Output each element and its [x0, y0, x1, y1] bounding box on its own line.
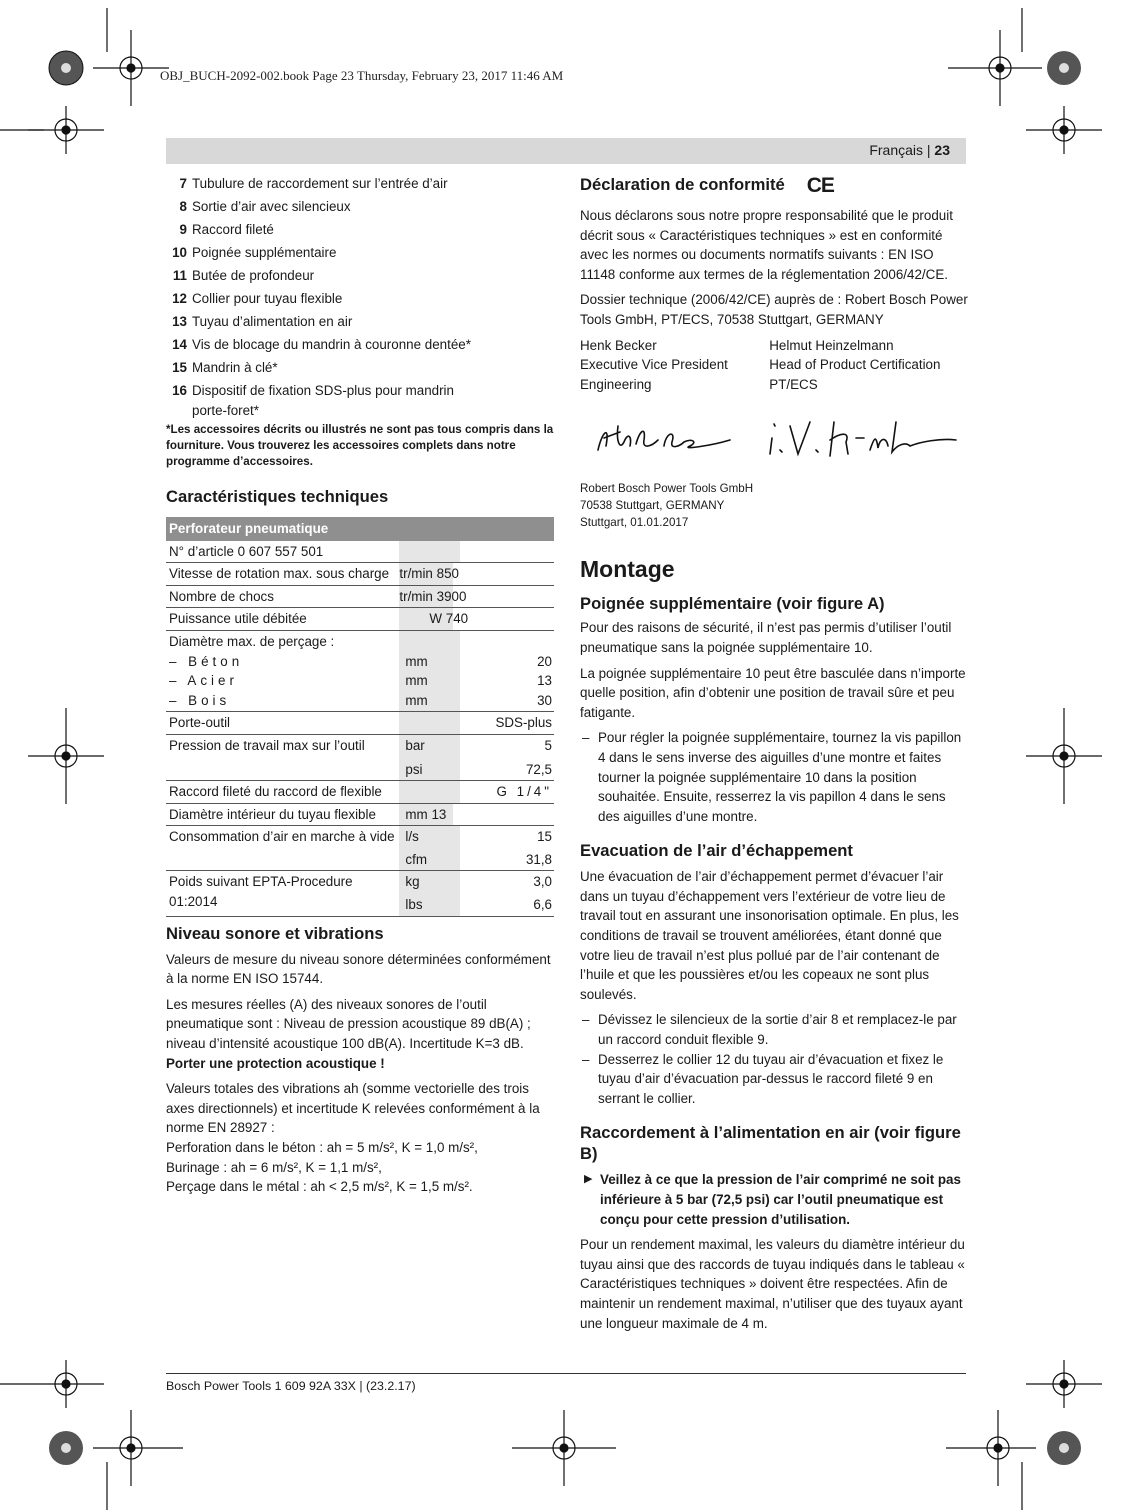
list-item: 13 Tuyau d’alimentation en air [172, 314, 353, 329]
crosshair-mark-top-right [948, 30, 1042, 106]
signatory-left: Henk Becker Executive Vice President Engineering [580, 337, 728, 392]
handle-heading: Poignée supplémentaire (voir figure A) [580, 594, 885, 614]
starburst-mark-bottom-left [49, 1431, 83, 1465]
company-address-block [580, 480, 968, 531]
noise-paragraph-2: Les mesures réelles (A) des niveaux sonores de l’outil pneumatique sont : Niveau de pression acoustique 89 dB(A) ; niveau d’intensité acoustique 100 dB(A). Incertitude K=3 dB. [166, 996, 531, 1052]
handle-paragraph-1: Pour des raisons de sécurité, il n’est pas permis d’utiliser l’outil pneumatique sans la poignée supplémentaire 10. [580, 620, 952, 655]
table-row: Nombre de chocs tr/min 3900 [166, 585, 554, 608]
vibration-beton: Perforation dans le béton : ah = 5 m/s², K = 1,0 m/s², [166, 1140, 478, 1156]
signatory-right: Helmut Heinzelmann Head of Product Certification PT/ECS [769, 337, 941, 392]
starburst-mark-top-left [49, 51, 83, 85]
table-row: Consommation d’air en marche à vide l/s cfm 15 31,8 [166, 826, 554, 871]
handwritten-signatures [580, 402, 968, 474]
crosshair-mark-left-middle [28, 708, 104, 804]
signatures [580, 402, 968, 474]
table-row: Porte-outil SDS-plus [166, 712, 554, 735]
tech-specs-table [166, 517, 554, 917]
list-item: 7 Tubulure de raccordement sur l’entrée d’air [179, 176, 448, 191]
supply-heading: Raccordement à l’alimentation en air (voir figure B) [580, 1123, 961, 1164]
header-separator: | [926, 142, 931, 158]
starburst-mark-bottom-right [1047, 1431, 1081, 1465]
crosshair-mark-bottom-right [946, 1410, 1036, 1486]
list-item: 10 Poignée supplémentaire [172, 245, 337, 260]
table-row: Vitesse de rotation max. sous charge tr/min 850 [166, 563, 554, 586]
tech-specs-heading: Caractéristiques techniques [166, 486, 389, 506]
crosshair-mark-right-middle [1026, 708, 1102, 804]
header-language: Français [869, 142, 923, 158]
supply-paragraph: Pour un rendement maximal, les valeurs du diamètre intérieur du tuyau ainsi que des raccords de tuyau indiqués dans le tableau « Caractéristiques techniques » doivent être respectées. Afin de maintenir un rendement maximal, n’utiliser que des tuyaux ayant une longueur maximale de 4 m. [580, 1237, 965, 1331]
signature-date: Stuttgart, 01.01.2017 [580, 516, 689, 530]
crosshair-mark-bottom-center [512, 1410, 616, 1486]
crosshair-mark-bottom-left [93, 1410, 183, 1486]
conformity-paragraph-2: Dossier technique (2006/42/CE) auprès de : Robert Bosch Power Tools GmbH, PT/ECS, 70538 Stuttgart, GERMANY [580, 292, 968, 327]
exhaust-step-1: – Dévissez le silencieux de la sortie d’air 8 et remplacez-le par un raccord conduit flexible 9. [580, 1010, 968, 1049]
crosshair-mark-top-left [93, 30, 169, 106]
noise-paragraph-1: Valeurs de mesure du niveau sonore déterminées conformément à la norme EN ISO 15744. [166, 951, 551, 987]
table-row: Pression de travail max sur l’outil bar psi 5 72,5 [166, 734, 554, 780]
noise-paragraph-3: Valeurs totales des vibrations ah (somme vectorielle des trois axes directionnels) et incertitude K relevées conformément à la norme EN 28927 : [166, 1081, 540, 1136]
company-name: Robert Bosch Power Tools GmbH [580, 482, 754, 496]
table-row: Poids suivant EPTA-Procedure 01:2014 kg lbs 3,0 6,6 [166, 871, 554, 916]
ce-mark-icon: CE [806, 174, 834, 197]
list-item: 15 Mandrin à clé* [172, 360, 278, 375]
list-item: 14 Vis de blocage du mandrin à couronne dentée* [172, 337, 471, 352]
vibration-metal: Perçage dans le métal : ah < 2,5 m/s², K = 1,5 m/s². [166, 1179, 473, 1195]
table-row: Raccord fileté du raccord de flexible G 1/4" [166, 781, 554, 804]
exhaust-step-2: – Desserrez le collier 12 du tuyau air d’évacuation et fixez le tuyau d’air d’évacuation par-dessus le raccord fileté 9 en serrant le collier. [580, 1050, 968, 1109]
page-footer: Bosch Power Tools 1 609 92A 33X | (23.2.17) [166, 1373, 966, 1397]
table-row: Puissance utile débitée W 740 [166, 608, 554, 631]
starburst-mark-top-right [1047, 51, 1081, 85]
noise-heading: Niveau sonore et vibrations [166, 923, 384, 943]
crosshair-mark-right-lower [1026, 1360, 1102, 1408]
noise-warning: Porter une protection acoustique ! [166, 1055, 385, 1071]
right-column [580, 174, 968, 1333]
table-title: Perforateur pneumatique [166, 517, 554, 541]
list-item: 11 Butée de profondeur [172, 268, 315, 283]
signatories [580, 336, 968, 395]
list-item: 12 Collier pour tuyau flexible [172, 291, 343, 306]
page-number: 23 [934, 142, 950, 158]
exhaust-heading: Evacuation de l’air d’échappement [580, 841, 853, 861]
montage-heading: Montage [580, 556, 675, 583]
table-row: Diamètre intérieur du tuyau flexible mm 13 [166, 803, 554, 826]
crosshair-mark-right-upper [1026, 106, 1102, 154]
table-row: N° d’article 0 607 557 501 [166, 541, 554, 563]
print-info-line: OBJ_BUCH-2092-002.book Page 23 Thursday, February 23, 2017 11:46 AM [160, 68, 564, 83]
left-column [166, 174, 556, 1197]
handle-instruction: – Pour régler la poignée supplémentaire, tournez la vis papillon 4 dans le sens inverse des aiguilles d’une montre et faites tourner la poignée supplémentaire 10 dans la position souhaitée. Ensuite, resserrez la vis papillon 4 dans le sens des aiguilles d’une montre. [580, 728, 968, 826]
handle-paragraph-2: La poignée supplémentaire 10 peut être basculée dans n’importe quelle position, afin d’obtenir une position de travail sûre et peu fatigante. [580, 665, 966, 720]
company-address: 70538 Stuttgart, GERMANY [580, 499, 725, 513]
list-item: 16 Dispositif de fixation SDS-plus pour mandrin porte-foret* [172, 383, 454, 418]
crosshair-mark-left-lower [28, 1360, 104, 1408]
exhaust-paragraph: Une évacuation de l’air d’échappement permet d’évacuer l’air dans un tuyau d’échappement vers l’extérieur de votre lieu de travail tout en assurant une insonorisation optimale. En plus, les conditions de travail se trouvent améliorées, étant donné que votre lieu de travail n’est plus pollué par de l’air contenant de l’huile et que les poussières et/ou les copeaux ne sont plus soulevés. [580, 869, 959, 1002]
table-row: Diamètre max. de perçage : – Béton – Acier – Bois mm mm mm 20 13 30 [166, 630, 554, 711]
table-header-row [166, 517, 554, 541]
arrow-right-icon: ▶ [584, 1173, 593, 1186]
parts-list [166, 174, 556, 420]
conformity-paragraph-1: Nous déclarons sous notre propre responsabilité que le produit décrit sous « Caractéristiques techniques » est en conformité avec les normes ou documents normatifs suivants : EN ISO 11148 conforme aux termes de la réglementation 2006/42/CE. [580, 208, 953, 282]
list-item: 8 Sortie d’air avec silencieux [179, 199, 351, 214]
vibration-burinage: Burinage : ah = 6 m/s², K = 1,1 m/s², [166, 1159, 382, 1175]
crosshair-mark-left-upper [28, 106, 104, 154]
accessories-footnote: *Les accessoires décrits ou illustrés ne sont pas tous compris dans la fourniture. Vous trouverez les accessoires complets dans notre programme d’accessoires. [166, 423, 554, 468]
conformity-heading: Déclaration de conformité CE [580, 174, 834, 197]
page-header [166, 138, 966, 164]
list-item: 9 Raccord fileté [179, 222, 274, 237]
supply-warning: ▶ Veillez à ce que la pression de l’air comprimé ne soit pas inférieure à 5 bar (72,5 psi) car l’outil pneumatique est conçu pour cette pression d’utilisation. [584, 1172, 961, 1227]
